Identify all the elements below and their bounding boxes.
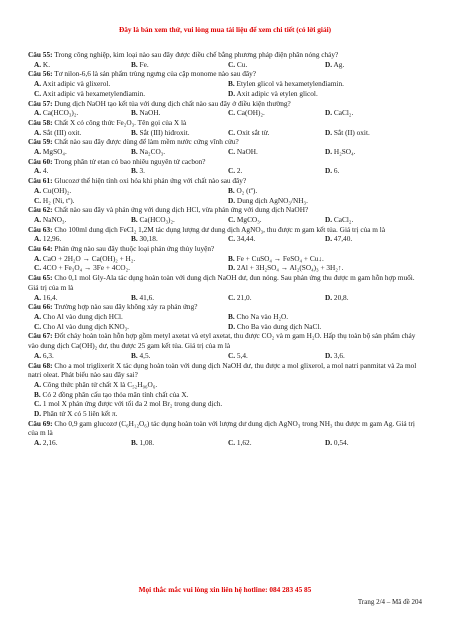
answer-option: B. Fe + CuSO₄ → FeSO₄ + Cu↓. (228, 253, 324, 263)
answer-option: D. 3,6. (325, 350, 345, 360)
answer-option: B. 4,5. (131, 350, 151, 360)
answer-option: D. 20,8. (325, 292, 349, 302)
answer-options (28, 234, 422, 244)
question-text: Cho 0,9 gam glucozơ (C₆H₁₂O₆) tác dụng hoàn toàn với lượng dư dung dịch AgNO₃ trong NH₃ thu được m gam Ag. Giá trị của m là (28, 418, 415, 438)
answer-option: D. Phân tử X có 5 liên kết π. (34, 409, 118, 419)
answer-options (28, 108, 422, 118)
question-stem (28, 273, 422, 292)
answer-options (28, 293, 422, 303)
answer-option: A. MgSO₄. (34, 147, 67, 157)
answer-option: D. Ag. (325, 59, 345, 69)
question-stem (28, 118, 422, 128)
answer-option: A. 2,16. (34, 438, 58, 448)
answer-option: A. Cho Al vào dung dịch HCl. (34, 311, 123, 321)
question-stem (28, 99, 422, 109)
answer-options (28, 215, 422, 225)
answer-option: D. CaCl₂. (325, 214, 354, 224)
question-number: Câu 69: (28, 418, 53, 428)
answer-option: D. H₂SO₄. (325, 147, 356, 157)
answer-option: B. Na₂CO₃. (131, 147, 166, 157)
answer-option: D. Cho Ba vào dung dịch NaCl. (228, 321, 322, 331)
answer-option: D. 0,54. (325, 438, 349, 448)
question-block (28, 99, 422, 118)
answer-option: C. 5,4. (228, 350, 248, 360)
question-text: Chất nào sau đây và phản ứng với dung dịch HCl, vừa phản ứng với dung dịch NaOH? (54, 205, 309, 215)
question-block (28, 176, 422, 205)
answer-option: A. Axit adipic và glixerol. (34, 79, 111, 89)
answer-option: A. Công thức phân tử chất X là C₅₂H₉₆O₆. (34, 379, 158, 389)
question-number: Câu 66: (28, 302, 53, 312)
question-stem (28, 69, 422, 79)
answer-option: C. H₂ (Ni, tº). (34, 195, 75, 205)
question-block (28, 205, 422, 224)
question-stem (28, 225, 422, 235)
answer-options (28, 438, 422, 448)
answer-option: B. Cho Na vào H₂O. (228, 311, 289, 321)
answer-option: D. 47,40. (325, 234, 353, 244)
answer-option: D. 6. (325, 166, 340, 176)
question-number: Câu 67: (28, 331, 53, 341)
question-number: Câu 58: (28, 117, 53, 127)
question-text: Trong phân tử etan có bao nhiêu nguyên tử cacbon? (54, 156, 206, 166)
answer-option: C. Axit adipic và hexametylenđiamin. (34, 88, 146, 98)
question-text: Cho 100ml dung dịch FeCl₂ 1,2M tác dụng lượng dư dung dịch AgNO₃, thu được m gam kết tủa. Giá trị của m là (54, 224, 386, 234)
answer-option: A. 6,3. (34, 350, 54, 360)
question-block (28, 50, 422, 69)
answer-option: A. NaNO₃. (34, 214, 67, 224)
question-number: Câu 64: (28, 244, 53, 254)
preview-banner: Đây là bản xem thử, vui lòng mua tài liệu để xem chi tiết (có lời giải) (118, 25, 332, 34)
answer-option: D. Sắt (II) oxit. (325, 127, 370, 137)
question-number: Câu 56: (28, 69, 53, 79)
question-number: Câu 65: (28, 273, 53, 283)
question-block (28, 157, 422, 176)
answer-option: C. NaOH. (228, 147, 258, 157)
answer-option: C. 1 mol X phản ứng được với tối đa 2 mol Br₂ trong dung dịch. (34, 399, 223, 409)
answer-option: A. Sắt (III) oxit. (34, 127, 82, 137)
answer-option: B. 30,18. (131, 234, 158, 244)
answer-option: B. Ca(HCO₃)₂. (131, 214, 175, 224)
question-number: Câu 63: (28, 224, 53, 234)
question-stem (28, 244, 422, 254)
question-text: Trường hợp nào sau đây không xảy ra phản ứng? (54, 302, 198, 312)
answer-option: A. K. (34, 59, 51, 69)
answer-option: A. CaO + 2H₂O → Ca(OH)₂ + H₂. (34, 253, 136, 263)
page-number: Trang 2/4 – Mã đề 204 (357, 598, 422, 606)
question-number: Câu 61: (28, 176, 53, 186)
answer-option: C. 2. (228, 166, 243, 176)
answer-option: A. 4. (34, 166, 49, 176)
answer-options (28, 166, 422, 176)
question-block (28, 118, 422, 137)
answer-option: B. NaOH. (131, 108, 161, 118)
question-block (28, 419, 422, 448)
question-block (28, 302, 422, 331)
answer-option: B. Sắt (III) hiđroxit. (131, 127, 190, 137)
question-stem (28, 137, 422, 147)
answer-option: D. 2Al + 3H₂SO₄ → Al₂(SO₄)₃ + 3H₂↑. (228, 263, 344, 273)
answer-option: C. Cho Al vào dung dịch KNO₃. (34, 321, 129, 331)
answer-option: C. Ca(OH)₂. (228, 108, 265, 118)
answer-options (28, 147, 422, 157)
answer-option: A. 16,4. (34, 292, 58, 302)
answer-option: B. 3. (131, 166, 145, 176)
question-number: Câu 62: (28, 205, 53, 215)
question-text: Chất nào sau đây được dùng để làm mềm nước cứng vĩnh cửu? (54, 137, 239, 147)
question-text: Cho a mol triglixerit X tác dụng hoàn toàn với dung dịch NaOH dư, thu được a mol glixerol, a mol natri panmitat và 2a mol natri oleat. Phát biểu nào sau đây sai? (28, 360, 417, 380)
answer-option: A. 12,96. (34, 234, 62, 244)
answer-option: A. Ca(HCO₃)₂. (34, 108, 79, 118)
answer-option: C. MgCO₃. (228, 214, 262, 224)
answer-option: B. Fe. (131, 59, 149, 69)
answer-option: B. Etylen glicol và hexametylenđiamin. (228, 79, 344, 89)
question-stem (28, 205, 422, 215)
answer-option: D. Dung dịch AgNO₃/NH₃. (228, 195, 308, 205)
answer-option: C. 1,62. (228, 438, 252, 448)
answer-option: C. Cu. (228, 59, 248, 69)
question-text: Phản ứng nào sau đây thuộc loại phản ứng thủy luyện? (54, 244, 215, 254)
question-number: Câu 59: (28, 137, 53, 147)
question-text: Cho 0,1 mol Gly-Ala tác dụng hoàn toàn với dung dịch NaOH dư, đun nóng. Sau phản ứng thu được m gam hỗn hợp muối. Giá trị của m là (28, 273, 415, 292)
question-number: Câu 55: (28, 50, 53, 59)
answer-option: B. Có 2 đồng phân cấu tạo thỏa mãn tính chất của X. (34, 389, 189, 399)
question-text: Trong công nghiệp, kim loại nào sau đây được điều chế bằng phương pháp điện phân nóng chảy? (54, 50, 339, 59)
question-block (28, 331, 422, 360)
question-block (28, 69, 422, 98)
question-block (28, 361, 422, 419)
hotline-footer: Mọi thắc mắc vui lòng xin liên hệ hotline: 084 283 45 85 (138, 585, 312, 594)
question-stem (28, 331, 422, 350)
answer-option: C. Oxit sắt từ. (228, 127, 270, 137)
question-block (28, 244, 422, 273)
question-stem (28, 361, 422, 380)
answer-option: D. Axit adipic và etylen glicol. (228, 88, 318, 98)
question-stem (28, 157, 422, 167)
question-stem (28, 302, 422, 312)
answer-option: B. 41,6. (131, 292, 155, 302)
answer-options (28, 79, 422, 98)
question-block (28, 225, 422, 244)
answer-options (28, 254, 422, 273)
question-stem (28, 419, 422, 438)
question-text: Chất X có công thức Fe₂O₃. Tên gọi của X là (54, 117, 187, 127)
answer-options (28, 380, 422, 419)
answer-option: A. Cu(OH)₂. (34, 185, 72, 195)
answer-option: C. 4CO + Fe₃O₄ → 3Fe + 4CO₂. (34, 263, 130, 273)
answer-option: C. 34,44. (228, 234, 256, 244)
question-block (28, 137, 422, 156)
question-number: Câu 68: (28, 360, 53, 370)
question-stem (28, 176, 422, 186)
answer-options (28, 312, 422, 331)
answer-options (28, 128, 422, 138)
question-text: Dung dịch NaOH tạo kết tủa với dung dịch chất nào sau đây ở điều kiện thường? (54, 98, 291, 108)
answer-option: D. CaCl₂. (325, 108, 354, 118)
question-block (28, 273, 422, 302)
answer-option: C. 21,0. (228, 292, 252, 302)
answer-option: B. O₂ (tº). (228, 185, 258, 195)
question-text: Glucozơ thể hiện tính oxi hóa khi phản ứng với chất nào sau đây? (54, 176, 247, 186)
question-text: Tơ nilon-6,6 là sản phẩm trùng ngưng của cặp monome nào sau đây? (54, 69, 256, 79)
answer-options (28, 60, 422, 70)
question-list (28, 50, 422, 448)
question-number: Câu 60: (28, 156, 53, 166)
answer-options (28, 351, 422, 361)
question-text: Đốt cháy hoàn toàn hỗn hợp gồm metyl axetat và etyl axetat, thu được CO₂ và m gam H₂O. Hấp thụ toàn bộ sản phẩm cháy vào dung dịch Ca(OH)₂ dư, thu được 25 gam kết tủa. Giá trị của m là (28, 331, 416, 351)
answer-option: B. 1,08. (131, 438, 155, 448)
answer-options (28, 186, 422, 205)
question-stem (28, 50, 422, 60)
question-number: Câu 57: (28, 98, 53, 108)
